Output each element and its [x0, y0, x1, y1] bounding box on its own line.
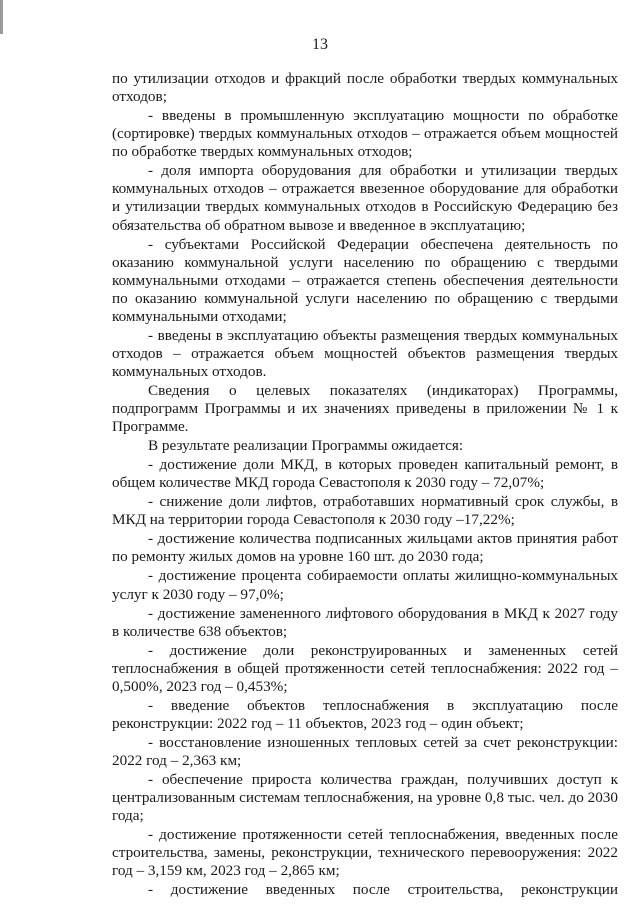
paragraph: - снижение доли лифтов, отработавших нормативный срок службы, в МКД на территории города Севастополя к 2030 году –17,22%;: [112, 493, 618, 529]
scan-edge-mark: [0, 0, 3, 34]
paragraph: - доля импорта оборудования для обработки и утилизации твердых коммунальных отходов – отражается ввезенное оборудование для обработки и утилизации твердых коммунальных отходов в Российскую Федерацию без обязательства об обратном вывозе и введенное в эксплуатацию;: [112, 162, 618, 234]
paragraph: - обеспечение прироста количества граждан, получивших доступ к централизованным системам теплоснабжения, на уровне 0,8 тыс. чел. до 2030 года;: [112, 770, 618, 825]
paragraph: - достижение введенных после строительства, реконструкции: [148, 881, 618, 899]
page-number: 13: [312, 36, 328, 53]
paragraph: - достижение количества подписанных жильцами актов принятия работ по ремонту жилых домов на уровне 160 шт. до 2030 года;: [112, 530, 618, 566]
paragraph: - введены в эксплуатацию объекты размещения твердых коммунальных отходов – отражается объем мощностей объектов размещения твердых коммунальных отходов.: [112, 326, 618, 381]
paragraph: Сведения о целевых показателях (индикаторах) Программы, подпрограмм Программы и их значениях приведены в приложении № 1 к Программе.: [112, 382, 618, 436]
paragraph: - достижение процента собираемости оплаты жилищно-коммунальных услуг к 2030 году – 97,0%;: [112, 567, 618, 603]
paragraph: - достижение замененного лифтового оборудования в МКД к 2027 году в количестве 638 объектов;: [112, 604, 618, 640]
document-body: [112, 70, 618, 900]
paragraph: - достижение доли МКД, в которых проведен капитальный ремонт, в общем количестве МКД города Севастополя к 2030 году – 72,07%;: [112, 456, 618, 492]
paragraph: В результате реализации Программы ожидается:: [148, 437, 464, 455]
paragraph: - восстановление изношенных тепловых сетей за счет реконструкции: 2022 год – 2,363 км;: [112, 733, 618, 769]
paragraph: по утилизации отходов и фракций после обработки твердых коммунальных отходов;: [112, 70, 618, 106]
paragraph: - введены в промышленную эксплуатацию мощности по обработке (сортировке) твердых коммунальных отходов – отражается объем мощностей по обработке твердых коммунальных отходов;: [112, 107, 618, 161]
paragraph: - субъектами Российской Федерации обеспечена деятельность по оказанию коммунальной услуги населению по обращению с твердыми коммунальными отходами – отражается степень обеспечения деятельности по оказанию коммунальной услуги населению по обращению с твердыми коммунальными отходами;: [112, 235, 618, 325]
paragraph: - введение объектов теплоснабжения в эксплуатацию после реконструкции: 2022 год – 11 объектов, 2023 год – один объект;: [112, 696, 618, 732]
paragraph: - достижение доли реконструированных и замененных сетей теплоснабжения в общей протяженности сетей теплоснабжения: 2022 год – 0,500%, 2023 год – 0,453%;: [112, 641, 618, 695]
paragraph: - достижение протяженности сетей теплоснабжения, введенных после строительства, замены, реконструкции, технического перевооружения: 2022 год – 3,159 км, 2023 год – 2,865 км;: [112, 826, 618, 880]
